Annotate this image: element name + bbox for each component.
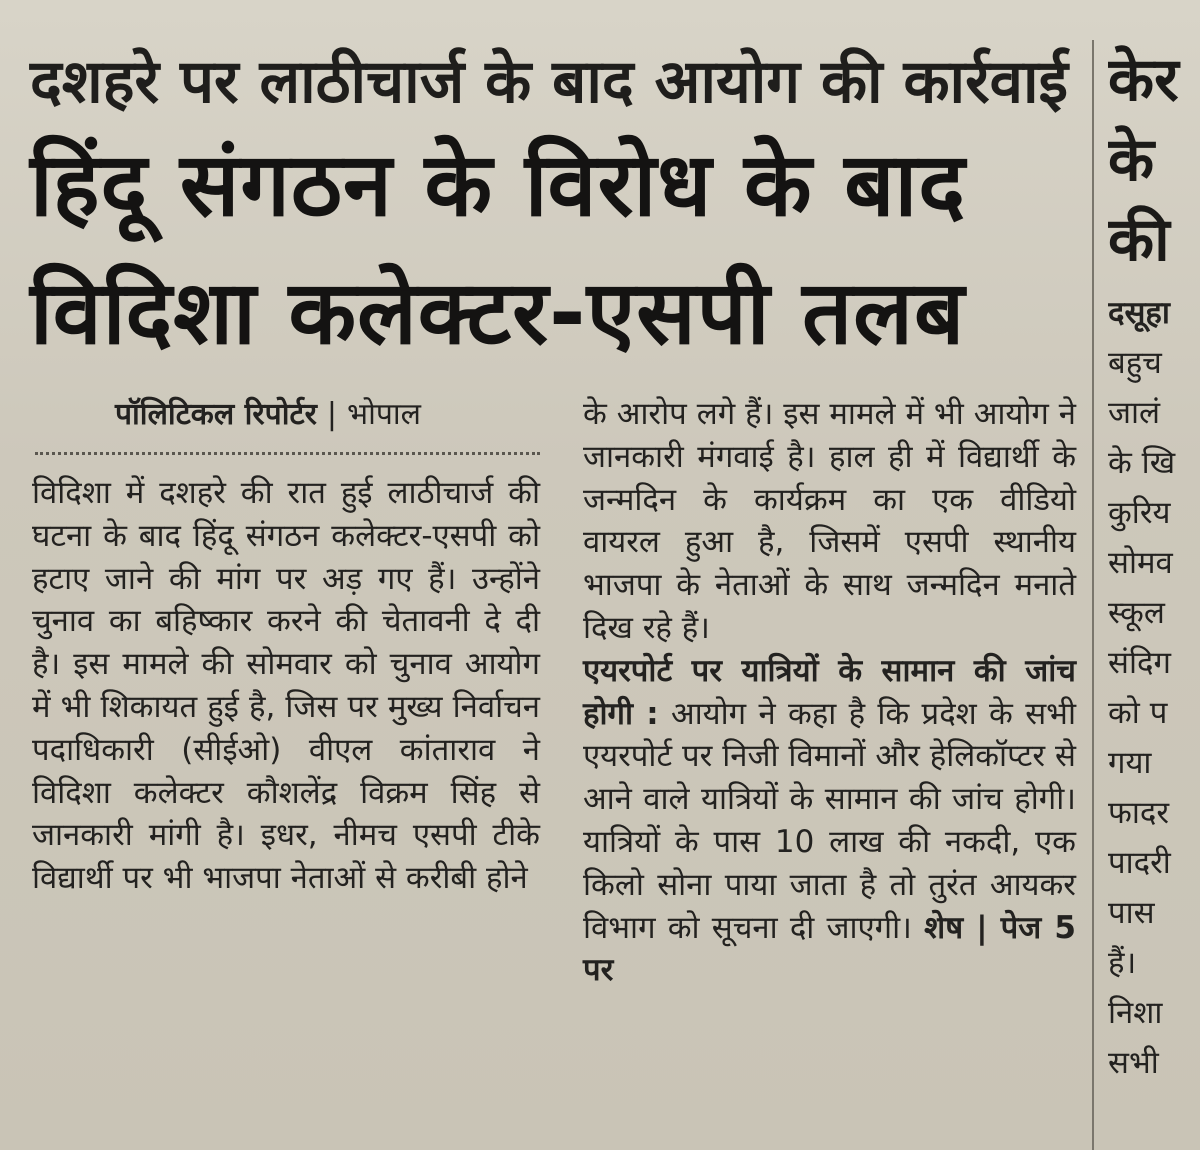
- adjacent-article: [1108, 40, 1200, 1150]
- column-2-paragraph: [583, 650, 1076, 992]
- subhead: एयरपोर्ट पर यात्रियों के सामान की जांच होगी :: [583, 652, 1076, 732]
- byline-separator: |: [326, 397, 337, 432]
- adjacent-headline-line: केर: [1108, 45, 1179, 115]
- adjacent-text-line: निशा: [1108, 995, 1163, 1031]
- adjacent-text-line: फादर: [1108, 795, 1170, 831]
- column-rule: [1092, 40, 1094, 1150]
- adjacent-text-line: गया: [1108, 745, 1152, 781]
- byline-divider: [35, 452, 540, 455]
- article-column-2: [583, 393, 1076, 992]
- adjacent-text-line: कुरिय: [1108, 495, 1171, 531]
- adjacent-text-line: सभी: [1108, 1045, 1159, 1081]
- column-2-text-2: आयोग ने कहा है कि प्रदेश के सभी एयरपोर्ट पर निजी विमानों और हेलिकॉप्टर से आने वाले यात्रियों के सामान की जांच होगी। यात्रियों के पास 10 लाख की नकदी, एक किलो सोना पाया जाता है तो तुरंत आयकर विभाग को सूचना दी जाएगी।: [583, 695, 1076, 946]
- article-kicker: दशहरे पर लाठीचार्ज के बाद आयोग की कार्रवाई: [30, 47, 1068, 117]
- adjacent-text-line: स्कूल: [1108, 595, 1165, 631]
- adjacent-headline-line: के: [1108, 125, 1155, 195]
- headline-line-1: हिंदू संगठन के विरोध के बाद: [30, 133, 966, 236]
- adjacent-text-line: दसूहा: [1108, 295, 1170, 331]
- byline-reporter: पॉलिटिकल रिपोर्टर: [115, 397, 317, 432]
- article-column-1: [32, 472, 540, 900]
- byline-city: भोपाल: [346, 397, 421, 432]
- adjacent-text-line: हैं।: [1108, 945, 1137, 981]
- adjacent-text-line: सोमव: [1108, 545, 1173, 581]
- adjacent-text-line: संदिग: [1108, 645, 1171, 681]
- adjacent-text-line: बहुच: [1108, 345, 1162, 381]
- column-1-text: विदिशा में दशहरे की रात हुई लाठीचार्ज की घटना के बाद हिंदू संगठन कलेक्टर-एसपी को हटाए जाने की मांग पर अड़ गए हैं। उन्होंने चुनाव का बहिष्कार करने की चेतावनी दे दी है। इस मामले की सोमवार को चुनाव आयोग में भी शिकायत हुई है, जिस पर मुख्य निर्वाचन पदाधिकारी (सीईओ) वीएल कांताराव ने विदिशा कलेक्टर कौशलेंद्र विक्रम सिंह से जानकारी मांगी है। इधर, नीमच एसपी टीके विद्यार्थी पर भी भाजपा नेताओं से करीबी होने: [32, 475, 540, 897]
- adjacent-text-line: को प: [1108, 695, 1168, 731]
- adjacent-text-line: पास: [1108, 895, 1155, 931]
- continued-note: शेष | पेज 5 पर: [583, 909, 1076, 989]
- byline: [115, 392, 421, 433]
- adjacent-text-line: पादरी: [1108, 845, 1171, 881]
- adjacent-text-line: जालं: [1108, 395, 1161, 431]
- adjacent-headline-line: की: [1108, 205, 1170, 275]
- headline-line-2: विदिशा कलेक्टर-एसपी तलब: [30, 261, 966, 364]
- column-2-text: के आरोप लगे हैं। इस मामले में भी आयोग ने जानकारी मंगवाई है। हाल ही में विद्यार्थी के जन्मदिन के कार्यक्रम का एक वीडियो वायरल हुआ है, जिसमें एसपी स्थानीय भाजपा के नेताओं के साथ जन्मदिन मनाते दिख रहे हैं।: [583, 396, 1076, 646]
- adjacent-text-line: के खि: [1108, 445, 1176, 481]
